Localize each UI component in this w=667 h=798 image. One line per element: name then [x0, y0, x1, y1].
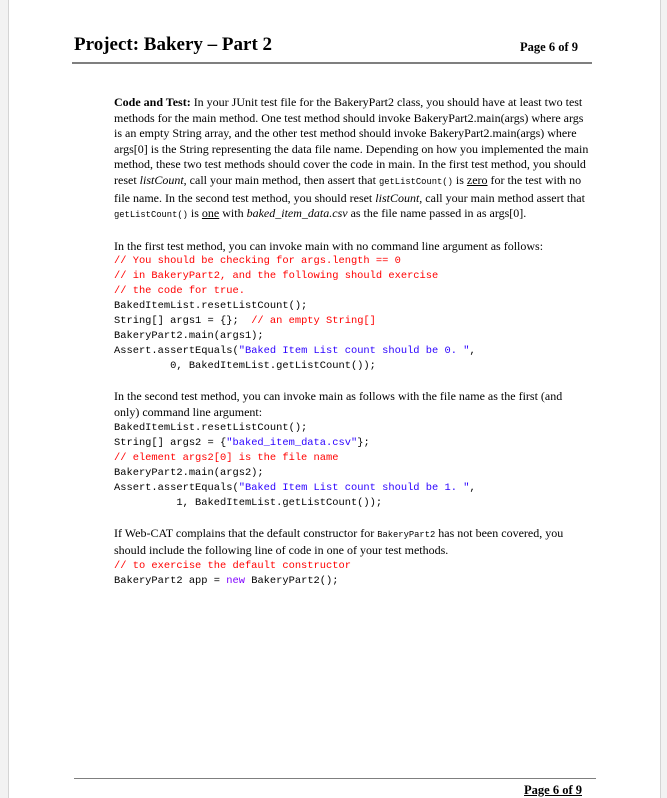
code-comment: // element args2[0] is the file name — [114, 451, 339, 464]
code-line: BakedItemList.resetListCount(); — [114, 300, 308, 313]
code-comment: // You should be checking for args.length == 0 — [114, 255, 401, 268]
header-divider — [72, 62, 592, 64]
underlined-term: one — [201, 206, 220, 221]
code-line: 1, BakedItemList.getListCount()); — [114, 496, 383, 509]
first-test-intro: In the first test method, you can invoke main with no command line argument as follows: — [114, 238, 544, 253]
code-line: BakeryPart2(); — [244, 574, 339, 587]
code-line: BakeryPart2 app = — [114, 574, 227, 587]
text-run: has not been covered, you should include the following line of code in one of your test methods. — [114, 525, 564, 558]
underlined-term: zero — [466, 172, 488, 187]
code-comment: // to exercise the default constructor — [114, 559, 351, 572]
inline-code: BakeryPart2 — [377, 529, 436, 540]
footer-page-number: Page 6 of 9 — [524, 783, 582, 797]
footer-divider — [74, 778, 596, 779]
code-line: }; — [357, 436, 370, 449]
code-line: String[] args1 = {}; — [114, 315, 252, 328]
code-line: BakedItemList.resetListCount(); — [114, 421, 308, 434]
code-keyword: new — [226, 574, 245, 587]
code-comment: // the code for true. — [114, 285, 245, 298]
page-title: Project: Bakery – Part 2 — [74, 34, 273, 55]
code-line: BakeryPart2.main(args1); — [114, 330, 264, 343]
code-block-second-test — [114, 421, 589, 511]
italic-term: listCount — [375, 190, 420, 205]
code-block-first-test — [114, 254, 589, 374]
section-label: Code and Test: — [114, 95, 191, 109]
italic-term: listCount — [139, 172, 184, 187]
text-run: , call your main method, then assert that — [183, 172, 379, 187]
code-line: BakeryPart2.main(args2); — [114, 466, 264, 479]
code-line: Assert.assertEquals( — [114, 345, 239, 358]
text-run: In your JUnit test file for the BakeryPart2 class, you should have at least two test methods for the main method. One test method should invoke BakeryPart2.main(args) where args is an empty String array, and the other test method should invoke BakeryPart2.main(args) where args[0] is the String representing the data file name. Depending on how you implemented the main method, these two test methods should cover the code in main. In the first test method, you should reset — [114, 95, 589, 187]
italic-term: baked_item_data.csv — [246, 206, 348, 221]
text-run: , call your main method assert that — [419, 190, 585, 205]
text-run: If Web-CAT complains that the default constructor for — [114, 525, 378, 540]
code-line: String[] args2 = { — [114, 436, 227, 449]
text-run: as the file name passed in as args[0]. — [347, 206, 527, 221]
text-run: with — [219, 206, 247, 221]
page-content — [114, 95, 589, 589]
text-run: is — [452, 172, 467, 187]
text-run: is — [187, 206, 202, 221]
code-string: "baked_item_data.csv" — [226, 436, 358, 449]
document-page — [8, 0, 661, 798]
header-page-number: Page 6 of 9 — [520, 40, 578, 54]
code-comment: // an empty String[] — [251, 315, 376, 328]
inline-code: getListCount() — [114, 210, 188, 221]
inline-code: getListCount() — [378, 176, 453, 187]
code-and-test-paragraph — [114, 95, 589, 224]
code-line: , — [469, 345, 476, 358]
code-line: , — [469, 481, 476, 494]
code-comment: // in BakeryPart2, and the following should exercise — [114, 270, 439, 283]
code-line: Assert.assertEquals( — [114, 481, 239, 494]
code-string: "Baked Item List count should be 1. " — [238, 481, 470, 494]
text-run: for the test with no file name. In the second test method, you should reset — [114, 172, 582, 205]
web-cat-paragraph — [114, 526, 589, 559]
code-string: "Baked Item List count should be 0. " — [238, 345, 470, 358]
second-test-intro: In the second test method, you can invoke main as follows with the file name as the first (and only) command line argument: — [114, 389, 563, 419]
code-line: 0, BakedItemList.getListCount()); — [114, 360, 376, 373]
code-block-constructor — [114, 559, 589, 589]
